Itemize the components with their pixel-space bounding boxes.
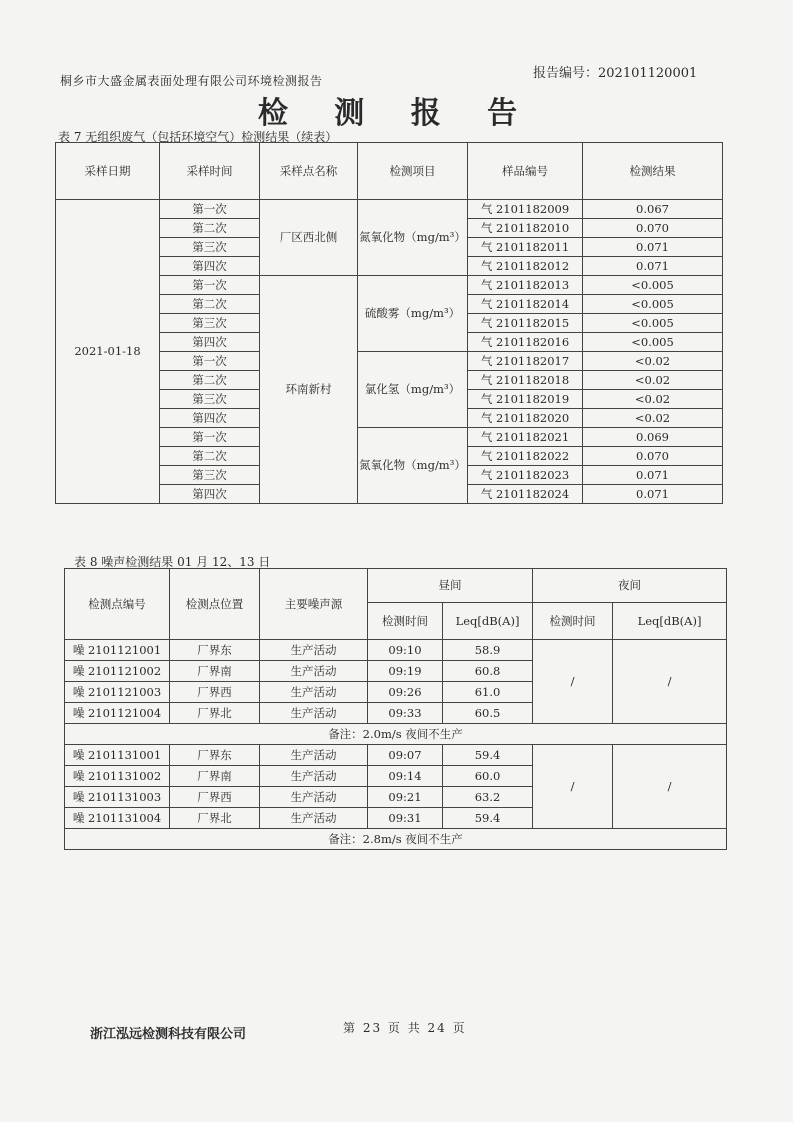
sample-no-cell: 气 2101182017 bbox=[468, 352, 583, 371]
position-cell: 厂界东 bbox=[170, 640, 260, 661]
sample-no-cell: 气 2101182009 bbox=[468, 200, 583, 219]
sampling-time-cell: 第三次 bbox=[160, 390, 260, 409]
exhaust-gas-table bbox=[55, 142, 723, 504]
night-leq-cell: / bbox=[613, 640, 727, 724]
leq-cell: 63.2 bbox=[443, 787, 533, 808]
position-cell: 厂界东 bbox=[170, 745, 260, 766]
header-cell: 主要噪声源 bbox=[260, 569, 368, 640]
noise-table bbox=[64, 568, 727, 850]
time-cell: 09:31 bbox=[368, 808, 443, 829]
time-cell: 09:19 bbox=[368, 661, 443, 682]
source-cell: 生产活动 bbox=[260, 682, 368, 703]
sampling-site-cell: 厂区西北侧 bbox=[260, 200, 358, 276]
source-cell: 生产活动 bbox=[260, 703, 368, 724]
position-cell: 厂界南 bbox=[170, 661, 260, 682]
report-number: 报告编号：202101120001 bbox=[533, 66, 698, 81]
sample-no-cell: 气 2101182024 bbox=[468, 485, 583, 504]
header-cell: 检测时间 bbox=[368, 603, 443, 640]
time-cell: 09:07 bbox=[368, 745, 443, 766]
sample-no-cell: 气 2101182015 bbox=[468, 314, 583, 333]
sampling-time-cell: 第四次 bbox=[160, 485, 260, 504]
result-cell: <0.005 bbox=[583, 295, 723, 314]
table7-caption: 表 7 无组织废气（包括环境空气）检测结果（续表） bbox=[58, 130, 338, 144]
sample-no-cell: 气 2101182021 bbox=[468, 428, 583, 447]
sample-no-cell: 气 2101182010 bbox=[468, 219, 583, 238]
result-cell: <0.02 bbox=[583, 352, 723, 371]
result-cell: <0.02 bbox=[583, 409, 723, 428]
source-cell: 生产活动 bbox=[260, 640, 368, 661]
header-cell: 昼间 bbox=[368, 569, 533, 603]
test-item-cell: 氯化氢（mg/m³） bbox=[358, 352, 468, 428]
header-cell: 采样日期 bbox=[56, 143, 160, 200]
header-cell: 样品编号 bbox=[468, 143, 583, 200]
source-cell: 生产活动 bbox=[260, 745, 368, 766]
sampling-time-cell: 第一次 bbox=[160, 352, 260, 371]
result-cell: <0.005 bbox=[583, 276, 723, 295]
point-no-cell: 噪 2101131003 bbox=[65, 787, 170, 808]
sampling-time-cell: 第四次 bbox=[160, 257, 260, 276]
header-cell: 检测结果 bbox=[583, 143, 723, 200]
table-row bbox=[65, 745, 727, 766]
sampling-time-cell: 第一次 bbox=[160, 200, 260, 219]
sample-no-cell: 气 2101182022 bbox=[468, 447, 583, 466]
header-cell: 采样时间 bbox=[160, 143, 260, 200]
time-cell: 09:26 bbox=[368, 682, 443, 703]
report-company-title: 桐乡市大盛金属表面处理有限公司环境检测报告 bbox=[60, 74, 323, 88]
sample-no-cell: 气 2101182012 bbox=[468, 257, 583, 276]
sampling-time-cell: 第三次 bbox=[160, 238, 260, 257]
note-cell: 备注：2.0m/s 夜间不生产 bbox=[65, 724, 727, 745]
leq-cell: 60.5 bbox=[443, 703, 533, 724]
source-cell: 生产活动 bbox=[260, 661, 368, 682]
result-cell: 0.071 bbox=[583, 485, 723, 504]
time-cell: 09:14 bbox=[368, 766, 443, 787]
header-cell: 检测点编号 bbox=[65, 569, 170, 640]
sample-no-cell: 气 2101182016 bbox=[468, 333, 583, 352]
header-cell: 检测点位置 bbox=[170, 569, 260, 640]
point-no-cell: 噪 2101121003 bbox=[65, 682, 170, 703]
sampling-time-cell: 第三次 bbox=[160, 314, 260, 333]
note-row bbox=[65, 724, 727, 745]
sampling-time-cell: 第四次 bbox=[160, 409, 260, 428]
sample-no-cell: 气 2101182018 bbox=[468, 371, 583, 390]
result-cell: 0.071 bbox=[583, 238, 723, 257]
source-cell: 生产活动 bbox=[260, 808, 368, 829]
leq-cell: 59.4 bbox=[443, 745, 533, 766]
table-row bbox=[56, 200, 723, 219]
leq-cell: 59.4 bbox=[443, 808, 533, 829]
result-cell: <0.005 bbox=[583, 333, 723, 352]
sampling-time-cell: 第二次 bbox=[160, 295, 260, 314]
sample-no-cell: 气 2101182011 bbox=[468, 238, 583, 257]
sample-no-cell: 气 2101182020 bbox=[468, 409, 583, 428]
source-cell: 生产活动 bbox=[260, 787, 368, 808]
position-cell: 厂界西 bbox=[170, 787, 260, 808]
sampling-time-cell: 第四次 bbox=[160, 333, 260, 352]
header-cell: 检测时间 bbox=[533, 603, 613, 640]
night-leq-cell: / bbox=[613, 745, 727, 829]
header-cell: Leq[dB(A)] bbox=[613, 603, 727, 640]
time-cell: 09:21 bbox=[368, 787, 443, 808]
night-time-cell: / bbox=[533, 745, 613, 829]
table-row bbox=[65, 640, 727, 661]
sampling-time-cell: 第二次 bbox=[160, 371, 260, 390]
sample-no-cell: 气 2101182013 bbox=[468, 276, 583, 295]
position-cell: 厂界北 bbox=[170, 808, 260, 829]
point-no-cell: 噪 2101131004 bbox=[65, 808, 170, 829]
header-cell: 夜间 bbox=[533, 569, 727, 603]
leq-cell: 58.9 bbox=[443, 640, 533, 661]
sampling-date-cell: 2021-01-18 bbox=[56, 200, 160, 504]
sample-no-cell: 气 2101182023 bbox=[468, 466, 583, 485]
header-cell: 检测项目 bbox=[358, 143, 468, 200]
position-cell: 厂界南 bbox=[170, 766, 260, 787]
page-number: 第 23 页 共 24 页 bbox=[343, 1021, 467, 1035]
result-cell: 0.071 bbox=[583, 257, 723, 276]
night-time-cell: / bbox=[533, 640, 613, 724]
result-cell: 0.070 bbox=[583, 447, 723, 466]
leq-cell: 61.0 bbox=[443, 682, 533, 703]
table8-caption: 表 8 噪声检测结果 01 月 12、13 日 bbox=[74, 555, 271, 569]
sampling-time-cell: 第一次 bbox=[160, 276, 260, 295]
point-no-cell: 噪 2101131002 bbox=[65, 766, 170, 787]
result-cell: <0.02 bbox=[583, 371, 723, 390]
page-title: 检 测 报 告 bbox=[257, 96, 536, 131]
sampling-time-cell: 第二次 bbox=[160, 219, 260, 238]
header-cell: Leq[dB(A)] bbox=[443, 603, 533, 640]
time-cell: 09:10 bbox=[368, 640, 443, 661]
result-cell: 0.069 bbox=[583, 428, 723, 447]
sampling-time-cell: 第二次 bbox=[160, 447, 260, 466]
point-no-cell: 噪 2101121002 bbox=[65, 661, 170, 682]
table-header-row bbox=[65, 569, 727, 603]
header-cell: 采样点名称 bbox=[260, 143, 358, 200]
result-cell: <0.02 bbox=[583, 390, 723, 409]
sampling-site-cell: 环南新村 bbox=[260, 276, 358, 504]
point-no-cell: 噪 2101121001 bbox=[65, 640, 170, 661]
test-item-cell: 氮氧化物（mg/m³） bbox=[358, 200, 468, 276]
result-cell: 0.071 bbox=[583, 466, 723, 485]
leq-cell: 60.8 bbox=[443, 661, 533, 682]
point-no-cell: 噪 2101131001 bbox=[65, 745, 170, 766]
leq-cell: 60.0 bbox=[443, 766, 533, 787]
footer-company: 浙江泓远检测科技有限公司 bbox=[90, 1027, 247, 1042]
sampling-time-cell: 第三次 bbox=[160, 466, 260, 485]
test-item-cell: 硫酸雾（mg/m³） bbox=[358, 276, 468, 352]
source-cell: 生产活动 bbox=[260, 766, 368, 787]
note-row bbox=[65, 829, 727, 850]
result-cell: <0.005 bbox=[583, 314, 723, 333]
note-cell: 备注：2.8m/s 夜间不生产 bbox=[65, 829, 727, 850]
result-cell: 0.070 bbox=[583, 219, 723, 238]
point-no-cell: 噪 2101121004 bbox=[65, 703, 170, 724]
table-header-row bbox=[56, 143, 723, 200]
sample-no-cell: 气 2101182019 bbox=[468, 390, 583, 409]
sample-no-cell: 气 2101182014 bbox=[468, 295, 583, 314]
position-cell: 厂界北 bbox=[170, 703, 260, 724]
position-cell: 厂界西 bbox=[170, 682, 260, 703]
sampling-time-cell: 第一次 bbox=[160, 428, 260, 447]
result-cell: 0.067 bbox=[583, 200, 723, 219]
test-item-cell: 氮氧化物（mg/m³） bbox=[358, 428, 468, 504]
time-cell: 09:33 bbox=[368, 703, 443, 724]
